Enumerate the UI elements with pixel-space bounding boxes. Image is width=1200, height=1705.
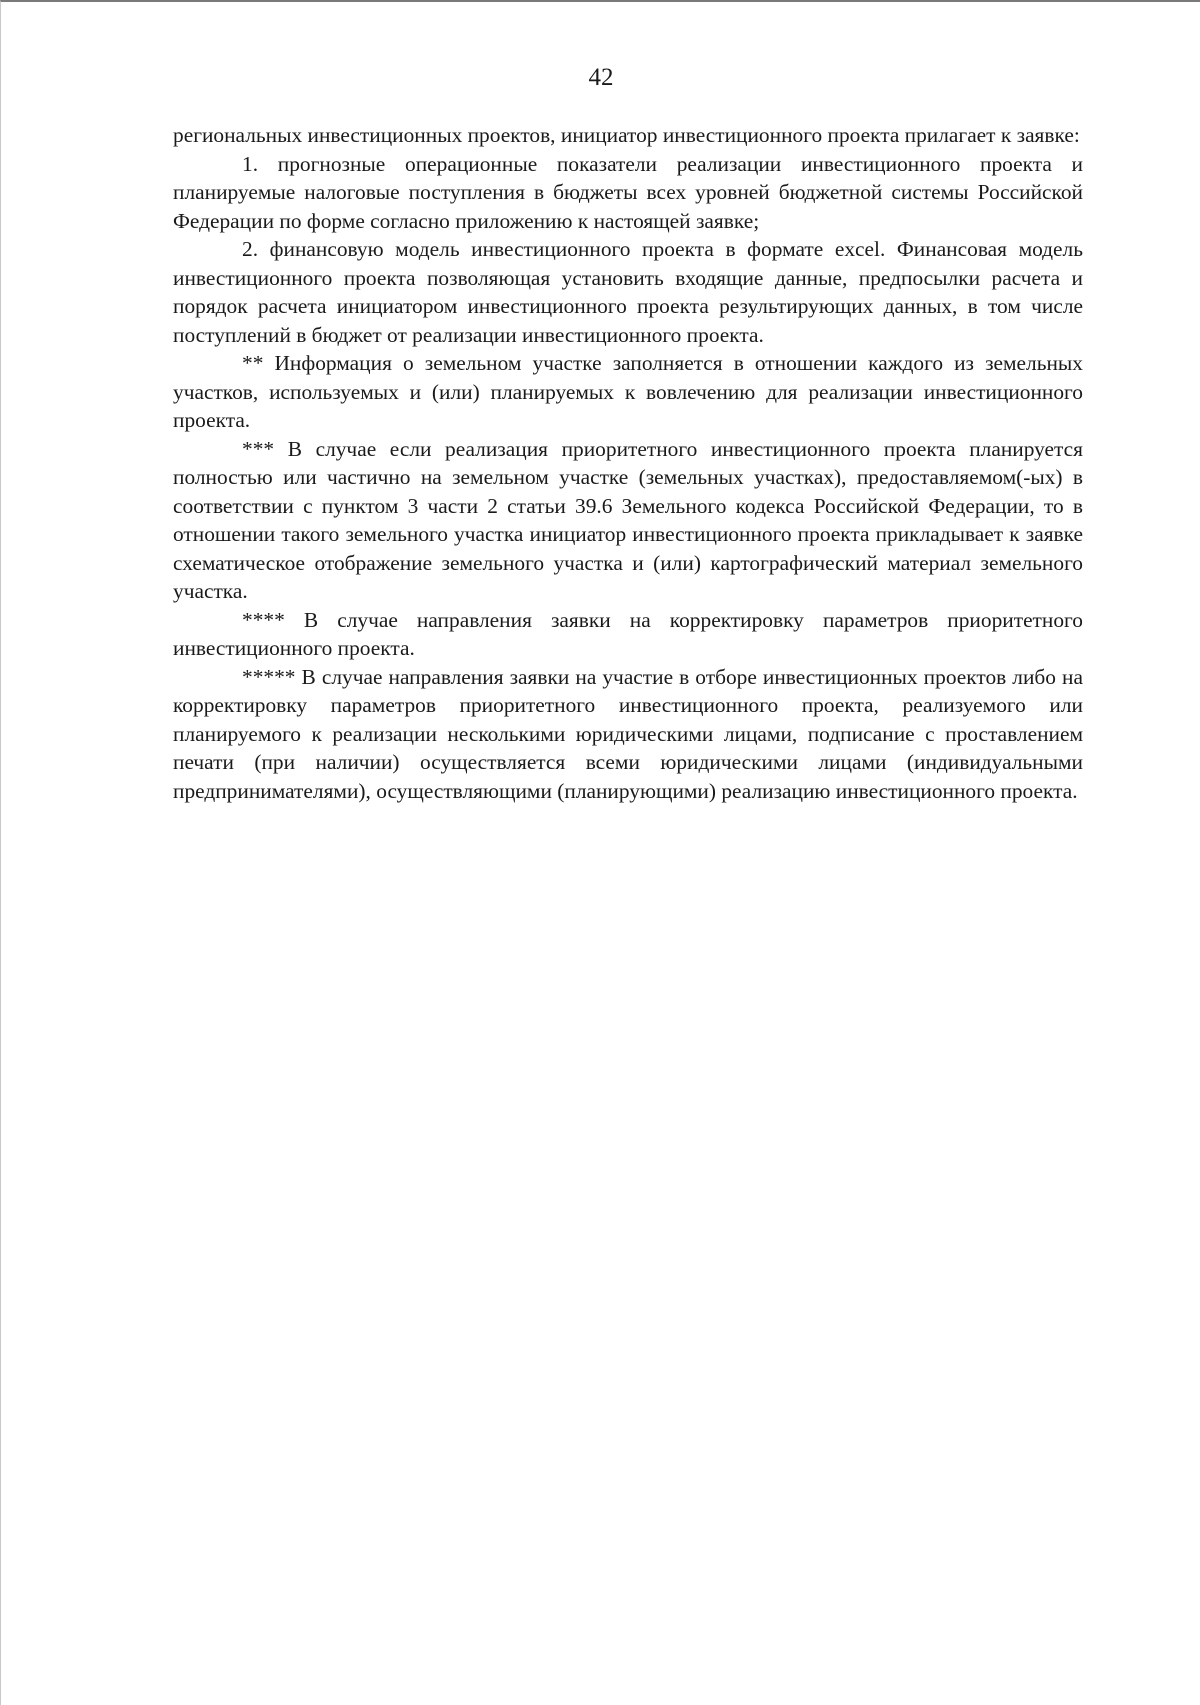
footnote-double-asterisk: ** Информация о земельном участке заполняется в отношении каждого из земельных участков, используемых и (или) планируемых к вовлечению для реализации инвестиционного проекта. — [173, 351, 1083, 432]
page-number: 42 — [588, 64, 614, 91]
paragraph-item-2: 2. финансовую модель инвестиционного проекта в формате excel. Финансовая модель инвестиционного проекта позволяющая установить входящие данные, предпосылки расчета и порядок расчета инициатором инвестиционного проекта результирующих данных, в том числе поступлений в бюджет от реализации инвестиционного проекта. — [173, 237, 1083, 347]
paragraph-continuation: региональных инвестиционных проектов, инициатор инвестиционного проекта прилагает к заявке: — [173, 123, 1080, 147]
document-body — [173, 121, 1083, 805]
footnote-quadruple-asterisk: **** В случае направления заявки на корректировку параметров приоритетного инвестиционного проекта. — [173, 607, 1083, 660]
paragraph-item-1: 1. прогнозные операционные показатели реализации инвестиционного проекта и планируемые налоговые поступления в бюджеты всех уровней бюджетной системы Российской Федерации по форме согласно приложению к настоящей заявке; — [173, 151, 1083, 233]
footnote-triple-asterisk: *** В случае если реализация приоритетного инвестиционного проекта планируется полностью или частично на земельном участке (земельных участках), предоставляемом(-ых) в соответствии с пунктом 3 части 2 статьи 39.6 Земельного кодекса Российской Федерации, то в отношении такого земельного участка инициатор инвестиционного проекта прикладывает к заявке схематическое отображение земельного участка и (или) картографический материал земельного участка. — [173, 436, 1083, 603]
footnote-quintuple-asterisk: ***** В случае направления заявки на участие в отборе инвестиционных проектов либо на корректировку параметров приоритетного инвестиционного проекта, реализуемого или планируемого к реализации несколькими юридическими лицами, подписание с проставлением печати (при наличии) осуществляется всеми юридическими лицами (индивидуальными предпринимателями), осуществляющими (планирующими) реализацию инвестиционного проекта. — [173, 664, 1083, 803]
